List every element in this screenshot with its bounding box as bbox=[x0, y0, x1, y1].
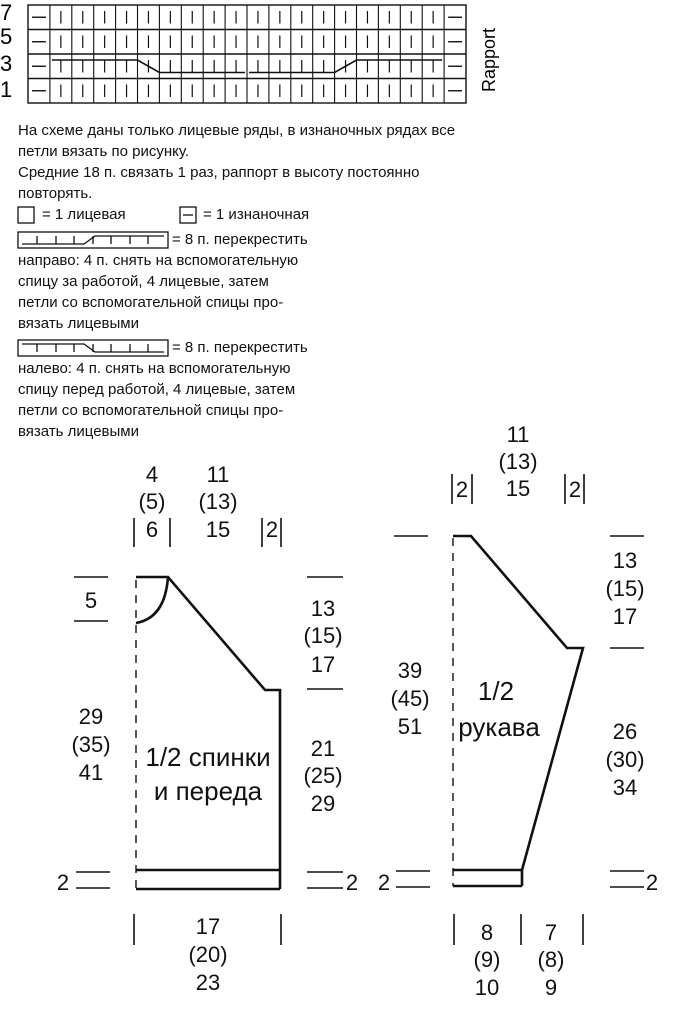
cap-height-3: 17 bbox=[612, 604, 638, 629]
lower-height-1: 26 bbox=[612, 719, 638, 744]
sleeve-bottom-left-2: (9) bbox=[473, 947, 501, 972]
sleeve-edge-left: 2 bbox=[455, 477, 469, 502]
body-title-line1: 1/2 спинки bbox=[145, 742, 271, 772]
sleeve-bottom-right-3: 9 bbox=[544, 975, 558, 1000]
cap-height-2: (15) bbox=[605, 576, 645, 601]
sleeve-height-2: (45) bbox=[390, 686, 430, 711]
row-label-1: 1 bbox=[0, 77, 13, 102]
cross-right-text-4: петли со вспомогательной спицы про- bbox=[18, 294, 284, 311]
sleeve-bottom-right-1: 7 bbox=[544, 920, 558, 945]
sleeve-title-line1: 1/2 bbox=[477, 676, 515, 706]
side-height-2: (25) bbox=[303, 763, 343, 788]
sleeve-edge-right: 2 bbox=[568, 477, 582, 502]
cross-right-text-1: = 8 п. перекрестить bbox=[172, 231, 308, 248]
neck-width-2: (5) bbox=[138, 489, 166, 514]
body-height-1: 29 bbox=[78, 704, 104, 729]
cross-left-text-2: налево: 4 п. снять на вспомогательную bbox=[18, 360, 291, 377]
bottom-width-3: 23 bbox=[195, 970, 221, 995]
row-label-7: 7 bbox=[0, 0, 13, 25]
sleeve-hem-right: 2 bbox=[645, 870, 659, 895]
purl-legend-text: = 1 изнаночная bbox=[203, 206, 310, 223]
body-height-2: (35) bbox=[71, 732, 111, 757]
rapport-label: Rapport bbox=[479, 27, 499, 92]
row-label-3: 3 bbox=[0, 51, 13, 76]
sleeve-bottom-left-1: 8 bbox=[480, 920, 494, 945]
description-line-2: петли вязать по рисунку. bbox=[18, 143, 190, 160]
sleeve-bottom-left-3: 10 bbox=[474, 975, 500, 1000]
bottom-width-2: (20) bbox=[188, 942, 228, 967]
side-height-3: 29 bbox=[310, 791, 336, 816]
sleeve-top-2: (13) bbox=[498, 449, 538, 474]
sleeve-top-3: 15 bbox=[505, 476, 531, 501]
body-title-line2: и переда bbox=[153, 776, 263, 806]
knit-legend-text: = 1 лицевая bbox=[42, 206, 126, 223]
cross-left-text-5: вязать лицевыми bbox=[18, 423, 140, 440]
body-edge-top: 2 bbox=[265, 517, 279, 542]
cross-left-symbol bbox=[18, 340, 168, 356]
cross-left-text-3: спицу перед работой, 4 лицевые, затем bbox=[18, 381, 296, 398]
cross-right-symbol bbox=[18, 232, 168, 248]
shoulder-width-2: (13) bbox=[198, 489, 238, 514]
neck-width-3: 6 bbox=[145, 517, 159, 542]
shoulder-height-3: 17 bbox=[310, 652, 336, 677]
body-piece bbox=[74, 518, 343, 945]
shoulder-height-2: (15) bbox=[303, 623, 343, 648]
side-height-1: 21 bbox=[310, 736, 336, 761]
shoulder-width-1: 11 bbox=[206, 462, 230, 487]
cross-left-text-1: = 8 п. перекрестить bbox=[172, 339, 308, 356]
sleeve-bottom-right-2: (8) bbox=[537, 947, 565, 972]
shoulder-width-3: 15 bbox=[205, 517, 231, 542]
sleeve-top-1: 11 bbox=[506, 422, 530, 447]
neck-width-1: 4 bbox=[145, 462, 159, 487]
body-height-3: 41 bbox=[78, 760, 104, 785]
sleeve-height-3: 51 bbox=[397, 714, 423, 739]
cross-right-text-3: спицу за работой, 4 лицевые, затем bbox=[18, 273, 269, 290]
row-label-5: 5 bbox=[0, 24, 13, 49]
knit-symbol bbox=[18, 207, 34, 223]
lower-height-3: 34 bbox=[612, 775, 638, 800]
chart-grid bbox=[28, 5, 466, 103]
sleeve-height-1: 39 bbox=[397, 658, 423, 683]
description-line-4: повторять. bbox=[18, 185, 93, 202]
cross-right-text-2: направо: 4 п. снять на вспомогательную bbox=[18, 252, 299, 269]
lower-height-2: (30) bbox=[605, 747, 645, 772]
cross-left-text-4: петли со вспомогательной спицы про- bbox=[18, 402, 284, 419]
sleeve-hem-left: 2 bbox=[377, 870, 391, 895]
shoulder-height-1: 13 bbox=[310, 596, 336, 621]
cross-right-text-5: вязать лицевыми bbox=[18, 315, 140, 332]
cap-height-1: 13 bbox=[612, 548, 638, 573]
bottom-width-1: 17 bbox=[195, 914, 221, 939]
description-line-1: На схеме даны только лицевые ряды, в изнаночных рядах все bbox=[18, 122, 456, 139]
neck-depth: 5 bbox=[84, 588, 98, 613]
sleeve-title-line2: рукава bbox=[458, 712, 540, 742]
body-hem-left: 2 bbox=[56, 870, 70, 895]
description-line-3: Средние 18 п. связать 1 раз, раппорт в высоту постоянно bbox=[18, 164, 420, 181]
body-hem-right: 2 bbox=[345, 870, 359, 895]
sleeve-piece bbox=[394, 474, 644, 945]
